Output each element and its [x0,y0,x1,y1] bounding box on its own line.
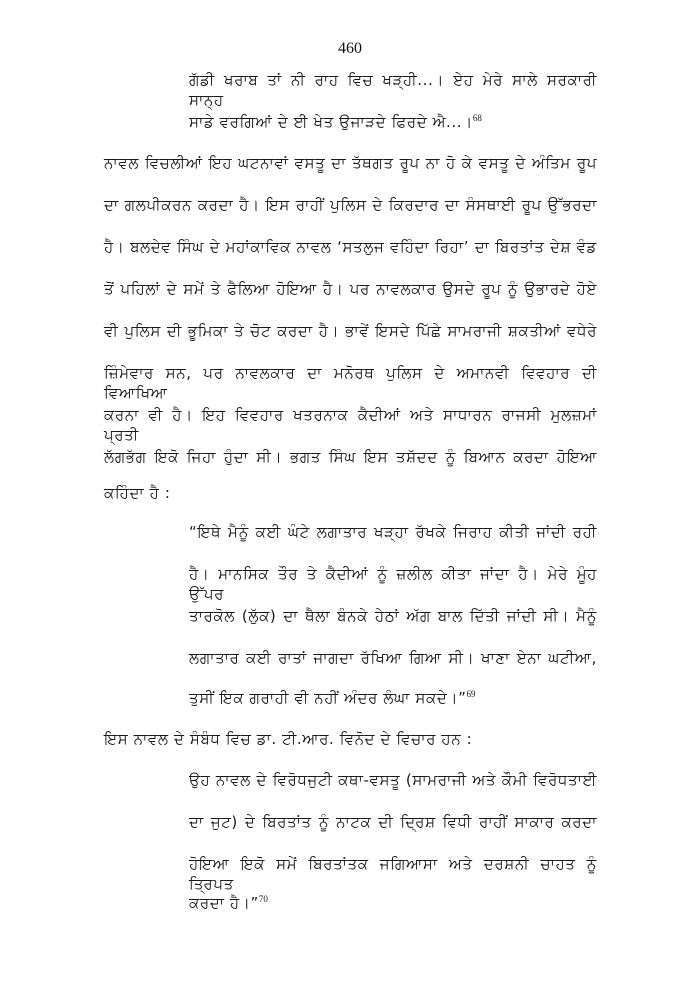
quote-3-line-text: ਕਰਦਾ ਹੈ।” [189,894,259,912]
quote-2-line: ਹੈ। ਮਾਨਸਿਕ ਤੌਰ ਤੇ ਕੈਦੀਆਂ ਨੂੰ ਜ਼ਲੀਲ ਕੀਤਾ ਜਾਂਦਾ ਹੈ। ਮੇਰੇ ਮੂੰਹ ਉੱਪਰ [189,565,597,603]
quote-1-line-text: ਸਾਡੇ ਵਰਗਿਆਂ ਦੇ ਈ ਖੇਤ ਉਜਾੜਦੇ ਫਿਰਦੇ ਐ...। [189,113,473,131]
paragraph-line: ਲੱਗਭੱਗ ਇਕੋ ਜਿਹਾ ਹੁੰਦਾ ਸੀ। ਭਗਤ ਸਿੰਘ ਇਸ ਤਸ਼ੱਦਦ ਨੂੰ ਬਿਆਨ ਕਰਦਾ ਹੋਇਆ [104,448,597,466]
quote-3-line: ਉਹ ਨਾਵਲ ਦੇ ਵਿਰੋਧਜੁਟੀ ਕਥਾ-ਵਸਤੂ (ਸਾਮਰਾਜੀ ਅਤੇ ਕੌਮੀ ਵਿਰੋਧਤਾਈ [189,771,597,789]
paragraph-line: ਨਾਵਲ ਵਿਚਲੀਆਂ ਇਹ ਘਟਨਾਵਾਂ ਵਸਤੂ ਦਾ ਤੱਥਗਤ ਰੂਪ ਨਾ ਹੋ ਕੇ ਵਸਤੂ ਦੇ ਅੰਤਿਮ ਰੂਪ [104,154,597,172]
quote-1-line [189,112,597,132]
quote-1-line: ਗੱਡੀ ਖਰਾਬ ਤਾਂ ਨੀ ਰਾਹ ਵਿਚ ਖੜ੍ਹੀ...। ਏਹ ਮੇਰੇ ਸਾਲੇ ਸਰਕਾਰੀ ਸਾਨ੍ਹ [189,71,597,109]
paragraph-line: ਇਸ ਨਾਵਲ ਦੇ ਸੰਬੰਧ ਵਿਚ ਡਾ. ਟੀ.ਆਰ. ਵਿਨੋਦ ਦੇ ਵਿਚਾਰ ਹਨ : [104,730,473,748]
footnote-ref-69: 69 [466,689,476,699]
footnote-ref-70: 70 [258,894,268,904]
quote-2-line [189,688,597,708]
paragraph-line: ਹੈ। ਬਲਦੇਵ ਸਿੰਘ ਦੇ ਮਹਾਂਕਾਵਿਕ ਨਾਵਲ ‘ਸਤਲੁਜ ਵਹਿੰਦਾ ਰਿਹਾ’ ਦਾ ਬਿਰਤਾਂਤ ਦੇਸ਼ ਵੰਡ [104,238,597,256]
quote-2-line: “ਇਥੇ ਮੈਨੂੰ ਕਈ ਘੰਟੇ ਲਗਾਤਾਰ ਖੜ੍ਹਾ ਰੱਖਕੇ ਜਿਰਾਹ ਕੀਤੀ ਜਾਂਦੀ ਰਹੀ [189,523,597,541]
quote-2-line: ਲਗਾਤਾਰ ਕਈ ਰਾਤਾਂ ਜਾਗਦਾ ਰੱਖਿਆ ਗਿਆ ਸੀ। ਖਾਣਾ ਏਨਾ ਘਟੀਆ, [189,649,597,667]
paragraph-line: ਕਰਨਾ ਵੀ ਹੈ। ਇਹ ਵਿਵਹਾਰ ਖਤਰਨਾਕ ਕੈਦੀਆਂ ਅਤੇ ਸਾਧਾਰਨ ਰਾਜਸੀ ਮੁਲਜ਼ਮਾਂ ਪ੍ਰਤੀ [104,406,597,444]
quote-3-line: ਦਾ ਜੁਟ) ਦੇ ਬਿਰਤਾਂਤ ਨੂੰ ਨਾਟਕ ਦੀ ਦ੍ਰਿਸ਼ ਵਿਧੀ ਰਾਹੀਂ ਸਾਕਾਰ ਕਰਦਾ [189,813,597,831]
paragraph-line: ਵੀ ਪੁਲਿਸ ਦੀ ਭੂਮਿਕਾ ਤੇ ਚੋਟ ਕਰਦਾ ਹੈ। ਭਾਵੇਂ ਇਸਦੇ ਪਿੱਛੇ ਸਾਮਰਾਜੀ ਸ਼ਕਤੀਆਂ ਵਧੇਰੇ [104,322,597,340]
page-number: 460 [338,40,362,57]
footnote-ref-68: 68 [472,113,482,123]
paragraph-line: ਤੋਂ ਪਹਿਲਾਂ ਦੇ ਸਮੇਂ ਤੇ ਫੈਲਿਆ ਹੋਇਆ ਹੈ। ਪਰ ਨਾਵਲਕਾਰ ਉਸਦੇ ਰੂਪ ਨੂੰ ਉਭਾਰਦੇ ਹੋਏ [104,280,597,298]
paragraph-line: ਜ਼ਿੰਮੇਵਾਰ ਸਨ, ਪਰ ਨਾਵਲਕਾਰ ਦਾ ਮਨੋਰਥ ਪੁਲਿਸ ਦੇ ਅਮਾਨਵੀ ਵਿਵਹਾਰ ਦੀ ਵਿਆਖਿਆ [104,364,597,402]
quote-2-line: ਤਾਰਕੋਲ (ਲੁੱਕ) ਦਾ ਥੈਲਾ ਬੰਨਕੇ ਹੇਠਾਂ ਅੱਗ ਬਾਲ ਦਿੱਤੀ ਜਾਂਦੀ ਸੀ। ਮੈਨੂੰ [189,607,597,625]
quote-3-line [189,893,597,913]
paragraph-line: ਕਹਿੰਦਾ ਹੈ : [104,484,171,502]
quote-2-line-text: ਤੁਸੀਂ ਇਕ ਗਰਾਹੀ ਵੀ ਨਹੀਂ ਅੰਦਰ ਲੰਘਾ ਸਕਦੇ।” [189,689,467,707]
quote-3-line: ਹੋਇਆ ਇਕੋ ਸਮੇਂ ਬਿਰਤਾਂਤਕ ਜਗਿਆਸਾ ਅਤੇ ਦਰਸ਼ਨੀ ਚਾਹਤ ਨੂੰ ਤ੍ਰਿਪਤ [189,855,597,893]
paragraph-line: ਦਾ ਗਲਪੀਕਰਨ ਕਰਦਾ ਹੈ। ਇਸ ਰਾਹੀਂ ਪੁਲਿਸ ਦੇ ਕਿਰਦਾਰ ਦਾ ਸੰਸਥਾਈ ਰੂਪ ਉੱਭਰਦਾ [104,196,597,214]
